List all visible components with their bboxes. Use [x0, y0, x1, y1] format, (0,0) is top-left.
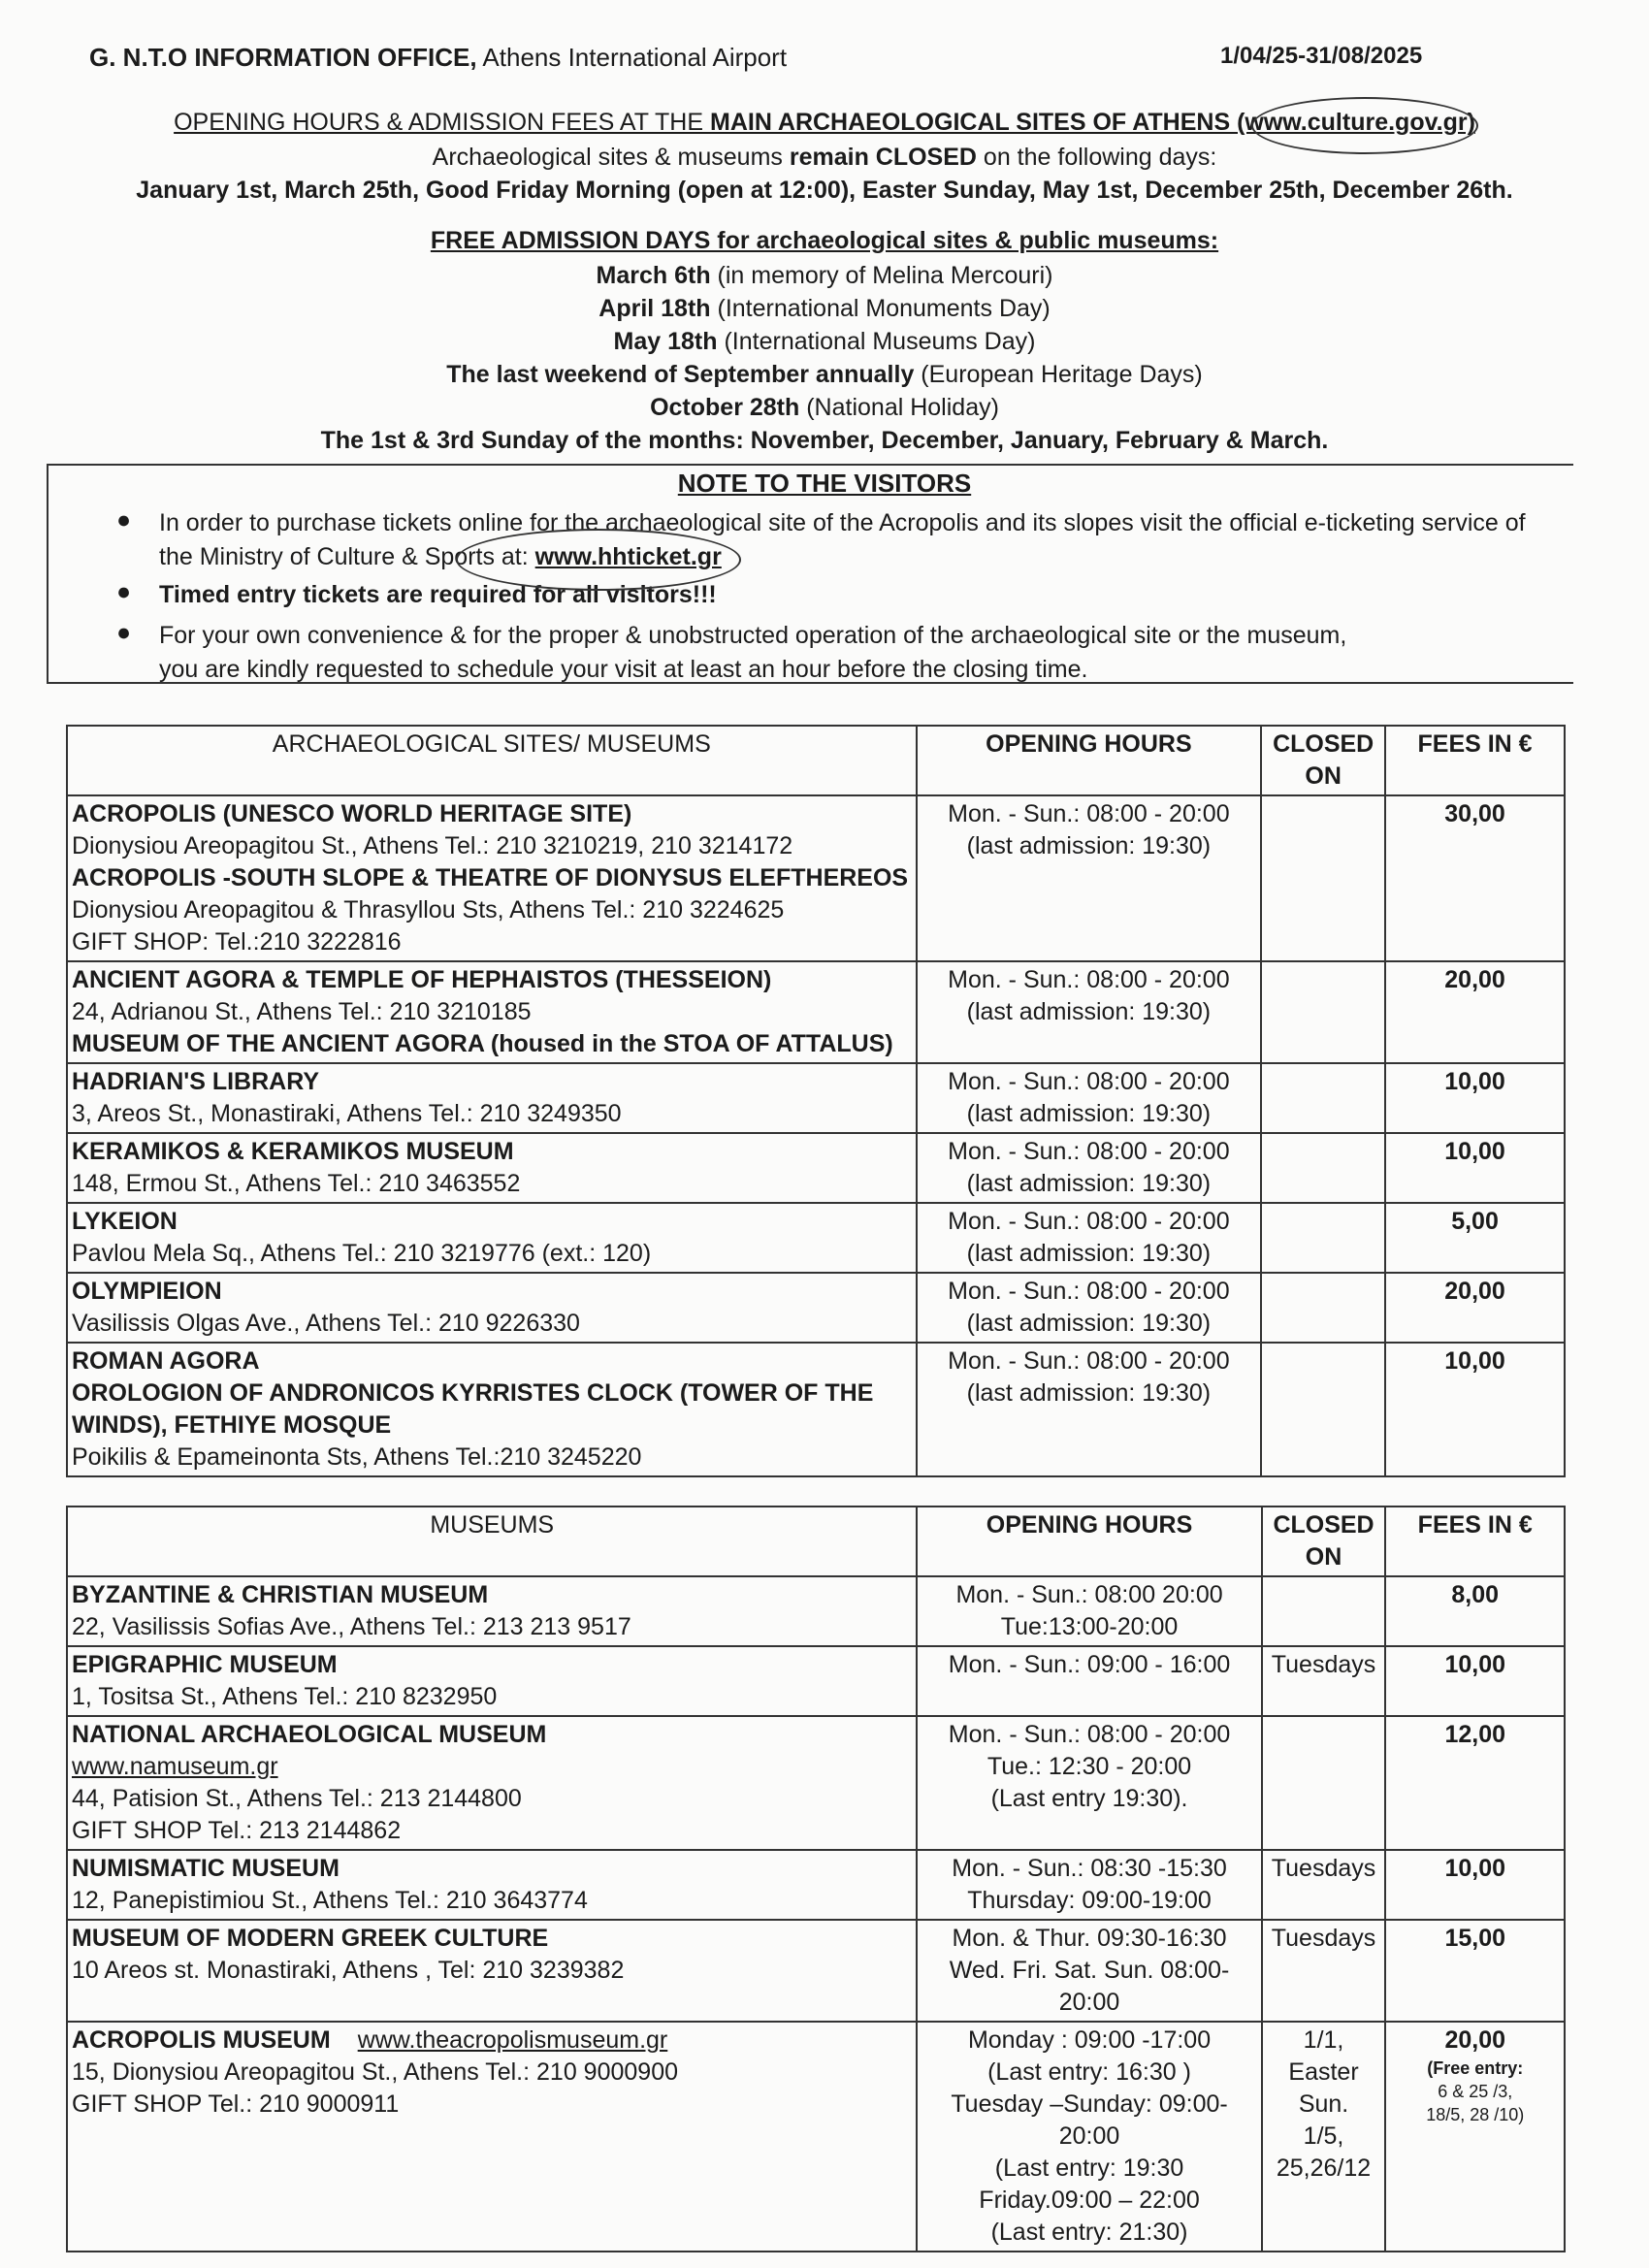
fee-value: 8,00 — [1451, 1581, 1500, 1608]
site-line-text: ACROPOLIS (UNESCO WORLD HERITAGE SITE) — [72, 800, 632, 827]
closed-line: 1/1, — [1303, 2026, 1344, 2054]
office-location: Athens International Airport — [476, 43, 788, 72]
fee-value: 20,00 — [1444, 966, 1505, 993]
hours-line: Monday : 09:00 -17:00 — [967, 2026, 1212, 2054]
opening-hours-cell — [917, 1646, 1261, 1716]
site-address — [72, 1238, 912, 1270]
site-line-text: Pavlou Mela Sq., Athens Tel.: 210 3219776 (ext.: 120) — [72, 1240, 652, 1267]
closed-line: Tuesdays — [1271, 1855, 1376, 1882]
note-ticketing — [159, 506, 1575, 574]
website-link[interactable]: www.theacropolismuseum.gr — [357, 2026, 668, 2054]
note-ticketing-line2: the Ministry of Culture & Sports at: — [159, 543, 535, 570]
free-day-item — [0, 361, 1649, 389]
fee-cell — [1385, 1920, 1565, 2022]
hours-line: Mon. - Sun.: 09:00 - 16:00 — [948, 1651, 1231, 1678]
site-address — [72, 1751, 912, 1783]
site-address — [72, 1783, 912, 1815]
closed-on-cell — [1262, 1716, 1386, 1850]
note-ticketing-line1: In order to purchase tickets online for the archaeological site of the Acropolis and its slopes visit the official e-ticketing service of — [159, 509, 1526, 536]
hours-line: Mon. - Sun.: 08:00 - 20:00 — [948, 966, 1230, 993]
free-day-note: (International Museums Day) — [717, 328, 1036, 355]
fee-value: 5,00 — [1451, 1208, 1499, 1235]
site-name — [72, 964, 912, 996]
site-cell — [67, 1716, 917, 1850]
site-cell — [67, 2022, 917, 2252]
closed-intro-b: remain CLOSED — [789, 144, 977, 171]
closed-on-cell — [1262, 1850, 1386, 1920]
closed-on-cell — [1262, 1576, 1386, 1646]
site-line-text: 148, Ermou St., Athens Tel.: 210 3463552 — [72, 1170, 521, 1197]
table-row — [67, 2022, 1565, 2252]
hours-line: (Last entry: 16:30 ) — [987, 2058, 1191, 2086]
note-timed-entry: Timed entry tickets are required for all visitors!!! — [159, 581, 717, 608]
table-row — [67, 1920, 1565, 2022]
hours-line: Mon. - Sun.: 08:00 - 20:00 — [948, 800, 1230, 827]
site-address — [72, 2089, 912, 2121]
table-row — [67, 1646, 1565, 1716]
fee-cell — [1385, 1273, 1565, 1343]
opening-hours-cell — [917, 795, 1262, 961]
site-line-text: Vasilissis Olgas Ave., Athens Tel.: 210 9226330 — [72, 1310, 580, 1337]
fee-cell — [1385, 795, 1565, 961]
site-line-text: GIFT SHOP: Tel.:210 3222816 — [72, 928, 402, 956]
site-line-text: MUSEUM OF THE ANCIENT AGORA (housed in the STOA OF ATTALUS) — [72, 1030, 893, 1057]
hours-line: Mon. - Sun.: 08:00 - 20:00 — [948, 1278, 1230, 1305]
hours-line: Mon. - Sun.: 08:00 - 20:00 — [948, 1721, 1231, 1748]
fee-value: 10,00 — [1444, 1347, 1505, 1375]
site-name — [72, 1853, 912, 1885]
column-header-closed: CLOSED ON — [1262, 1507, 1386, 1576]
fee-cell — [1385, 2022, 1565, 2252]
pen-circle-mark — [1251, 97, 1478, 154]
bullet-icon: ● — [116, 619, 132, 646]
closed-intro-a: Archaeological sites & museums — [432, 144, 790, 171]
site-cell — [67, 1273, 917, 1343]
opening-hours-cell — [917, 1203, 1262, 1273]
opening-hours-cell — [917, 1850, 1261, 1920]
site-line-text: LYKEION — [72, 1208, 178, 1235]
table-row — [67, 795, 1565, 961]
closed-on-cell — [1262, 1920, 1386, 2022]
fee-value: 10,00 — [1444, 1855, 1505, 1882]
site-address — [72, 1168, 912, 1200]
site-line-text: WINDS), FETHIYE MOSQUE — [72, 1411, 392, 1439]
fee-cell — [1385, 1646, 1565, 1716]
site-address — [72, 2057, 912, 2089]
fee-cell — [1385, 1716, 1565, 1850]
table-header-row — [67, 726, 1565, 795]
site-line-text: OROLOGION OF ANDRONICOS KYRRISTES CLOCK (TOWER OF THE — [72, 1379, 874, 1407]
site-name — [72, 1206, 912, 1238]
site-cell — [67, 961, 917, 1063]
hours-line: Mon. - Sun.: 08:00 - 20:00 — [948, 1208, 1230, 1235]
column-header-closed: CLOSED ON — [1261, 726, 1385, 795]
opening-hours-cell — [917, 1920, 1261, 2022]
note-top-rule — [47, 464, 1573, 466]
office-title — [89, 43, 787, 73]
site-line-text: BYZANTINE & CHRISTIAN MUSEUM — [72, 1581, 489, 1608]
column-header-fees: FEES IN € — [1385, 726, 1565, 795]
hours-line: Mon. - Sun.: 08:00 - 20:00 — [948, 1138, 1230, 1165]
site-cell — [67, 1920, 917, 2022]
site-name — [72, 1409, 912, 1442]
site-name — [72, 1066, 912, 1098]
heading-prefix: OPENING HOURS & ADMISSION FEES AT THE — [174, 109, 710, 136]
opening-hours-cell — [917, 1576, 1261, 1646]
site-line-text: 22, Vasilissis Sofias Ave., Athens Tel.: 213 213 9517 — [72, 1613, 631, 1640]
closed-on-cell — [1262, 2022, 1386, 2252]
table-row — [67, 1343, 1565, 1476]
fee-value: 10,00 — [1444, 1068, 1505, 1095]
site-cell — [67, 1646, 917, 1716]
fee-cell — [1385, 1850, 1565, 1920]
site-address — [72, 996, 912, 1028]
site-address — [72, 1611, 912, 1643]
bullet-icon: ● — [116, 506, 132, 534]
opening-hours-cell — [917, 1716, 1261, 1850]
hours-line: Mon. & Thur. 09:30-16:30 — [952, 1925, 1227, 1952]
table-row — [67, 1850, 1565, 1920]
site-line-text: 10 Areos st. Monastiraki, Athens , Tel: 210 3239382 — [72, 1957, 625, 1984]
free-day-item — [0, 262, 1649, 290]
table-row — [67, 1716, 1565, 1850]
free-day-date: March 6th — [596, 262, 711, 289]
website-link[interactable]: www.namuseum.gr — [72, 1753, 278, 1780]
free-day-note: (National Holiday) — [799, 394, 999, 421]
site-line-text: OLYMPIEION — [72, 1278, 222, 1305]
opening-hours-cell — [917, 1133, 1262, 1203]
opening-hours-cell — [917, 1343, 1262, 1476]
site-name — [72, 2025, 912, 2057]
column-header-name: MUSEUMS — [67, 1507, 917, 1576]
column-header-fees: FEES IN € — [1385, 1507, 1565, 1576]
free-day-item — [0, 427, 1649, 455]
table-row — [67, 1576, 1565, 1646]
closed-line: Easter Sun. — [1288, 2058, 1359, 2118]
hours-line: (Last entry: 21:30) — [990, 2219, 1188, 2246]
fee-value: 10,00 — [1444, 1138, 1505, 1165]
site-cell — [67, 1343, 917, 1476]
hours-line: (last admission: 19:30) — [966, 1240, 1212, 1267]
closed-on-cell — [1261, 795, 1385, 961]
opening-hours-cell — [917, 1273, 1262, 1343]
site-line-text: NUMISMATIC MUSEUM — [72, 1855, 340, 1882]
column-header-hours: OPENING HOURS — [917, 1507, 1261, 1576]
site-line-text: NATIONAL ARCHAEOLOGICAL MUSEUM — [72, 1721, 547, 1748]
note-convenience-line1: For your own convenience & for the proper & unobstructed operation of the archaeological site or the museum, — [159, 622, 1347, 649]
free-day-item — [0, 295, 1649, 323]
site-line-text: 1, Tositsa St., Athens Tel.: 210 8232950 — [72, 1683, 498, 1710]
site-line-text: 15, Dionysiou Areopagitou St., Athens Tel.: 210 9000900 — [72, 2058, 678, 2086]
site-name — [72, 1649, 912, 1681]
closed-on-cell — [1261, 1203, 1385, 1273]
site-line-text: 12, Panepistimiou St., Athens Tel.: 210 3643774 — [72, 1887, 588, 1914]
site-address — [72, 926, 912, 958]
hhticket-link[interactable]: www.hhticket.gr — [534, 543, 722, 570]
note-title: NOTE TO THE VISITORS — [677, 469, 972, 498]
note-convenience-line2: you are kindly requested to schedule your visit at least an hour before the closing time. — [159, 656, 1088, 683]
closed-days: January 1st, March 25th, Good Friday Morning (open at 12:00), Easter Sunday, May 1st, December 25th, December 26th. — [136, 177, 1513, 204]
site-address — [72, 1308, 912, 1340]
site-address — [72, 1885, 912, 1917]
bullet-icon: ● — [116, 578, 132, 605]
free-day-date: October 28th — [650, 394, 800, 421]
site-name — [72, 798, 912, 830]
fee-value: 30,00 — [1444, 800, 1505, 827]
hours-line: Mon. - Sun.: 08:00 20:00 — [955, 1581, 1223, 1608]
site-address — [72, 1815, 912, 1847]
fee-note: 6 & 25 /3, — [1438, 2082, 1513, 2101]
fee-cell — [1385, 1133, 1565, 1203]
column-header-name: ARCHAEOLOGICAL SITES/ MUSEUMS — [67, 726, 917, 795]
fee-value: 12,00 — [1444, 1721, 1505, 1748]
hours-line: (last admission: 19:30) — [966, 1170, 1212, 1197]
hours-line: Tuesday –Sunday: 09:00-20:00 — [951, 2090, 1228, 2150]
hours-line: (last admission: 19:30) — [966, 1310, 1212, 1337]
site-cell — [67, 1203, 917, 1273]
site-address — [72, 894, 912, 926]
site-line-text: Dionysiou Areopagitou St., Athens Tel.: 210 3210219, 210 3214172 — [72, 832, 793, 859]
free-day-item — [0, 328, 1649, 356]
hours-line: Tue:13:00-20:00 — [1000, 1613, 1179, 1640]
closed-line: 1/5, — [1303, 2122, 1344, 2150]
site-name — [72, 1136, 912, 1168]
fee-value: 15,00 — [1444, 1925, 1505, 1952]
site-line-text: GIFT SHOP Tel.: 213 2144862 — [72, 1817, 402, 1844]
fee-note: (Free entry: — [1427, 2058, 1524, 2078]
site-address — [72, 1442, 912, 1474]
fee-cell — [1385, 1576, 1565, 1646]
free-day-date: May 18th — [613, 328, 718, 355]
site-cell — [67, 1850, 917, 1920]
free-admission-title: FREE ADMISSION DAYS for archaeological sites & public museums: — [430, 227, 1219, 254]
fee-cell — [1385, 1063, 1565, 1133]
validity-period: 1/04/25-31/08/2025 — [1220, 43, 1423, 69]
site-line-text: 44, Patision St., Athens Tel.: 213 2144800 — [72, 1785, 522, 1812]
closed-intro-c: on the following days: — [976, 144, 1217, 171]
closed-on-cell — [1261, 1063, 1385, 1133]
hours-line: Tue.: 12:30 - 20:00 — [986, 1753, 1192, 1780]
opening-hours-cell — [917, 961, 1262, 1063]
table-row — [67, 961, 1565, 1063]
closed-on-cell — [1261, 1343, 1385, 1476]
site-line-text: MUSEUM OF MODERN GREEK CULTURE — [72, 1925, 549, 1952]
hours-line: (last admission: 19:30) — [966, 1379, 1212, 1407]
site-name — [72, 1345, 912, 1377]
site-line-text: 3, Areos St., Monastiraki, Athens Tel.: 210 3249350 — [72, 1100, 622, 1127]
closed-line: 25,26/12 — [1276, 2155, 1372, 2182]
free-day-note: (in memory of Melina Mercouri) — [710, 262, 1053, 289]
site-address — [72, 830, 912, 862]
site-name — [72, 1276, 912, 1308]
fee-value: 20,00 — [1444, 1278, 1505, 1305]
table-row — [67, 1203, 1565, 1273]
site-line-text: ACROPOLIS MUSEUM — [72, 2026, 331, 2054]
hours-line: Wed. Fri. Sat. Sun. 08:00-20:00 — [949, 1957, 1230, 2016]
site-address — [72, 1955, 912, 1987]
free-day-item — [0, 394, 1649, 422]
table-header-row — [67, 1507, 1565, 1576]
table-row — [67, 1063, 1565, 1133]
site-cell — [67, 1063, 917, 1133]
site-line-text: GIFT SHOP Tel.: 210 9000911 — [72, 2090, 400, 2118]
closed-line: Tuesdays — [1271, 1651, 1376, 1678]
site-line-text: Dionysiou Areopagitou & Thrasyllou Sts, Athens Tel.: 210 3224625 — [72, 896, 785, 923]
site-line-text: Poikilis & Epameinonta Sts, Athens Tel.:210 3245220 — [72, 1443, 642, 1471]
site-line-text: ROMAN AGORA — [72, 1347, 260, 1375]
fee-cell — [1385, 1203, 1565, 1273]
site-line-text: ACROPOLIS -SOUTH SLOPE & THEATRE OF DIONYSUS ELEFTHEREOS — [72, 864, 909, 891]
opening-hours-cell — [917, 2022, 1261, 2252]
heading-main: MAIN ARCHAEOLOGICAL SITES OF ATHENS (www.culture.gov.gr) — [710, 109, 1475, 136]
hours-line: Mon. - Sun.: 08:30 -15:30 — [952, 1855, 1227, 1882]
hours-line: (Last entry 19:30). — [990, 1785, 1188, 1812]
opening-hours-cell — [917, 1063, 1262, 1133]
site-cell — [67, 1576, 917, 1646]
site-line-text: ANCIENT AGORA & TEMPLE OF HEPHAISTOS (THESSEION) — [72, 966, 772, 993]
fee-note: 18/5, 28 /10) — [1426, 2105, 1525, 2124]
hours-line: Mon. - Sun.: 08:00 - 20:00 — [948, 1068, 1230, 1095]
hours-line: Friday.09:00 – 22:00 — [979, 2187, 1200, 2214]
free-day-note: (European Heritage Days) — [914, 361, 1203, 388]
site-line-text: KERAMIKOS & KERAMIKOS MUSEUM — [72, 1138, 514, 1165]
free-day-date: The last weekend of September annually — [446, 361, 915, 388]
closed-on-cell — [1261, 1273, 1385, 1343]
site-name — [72, 1028, 912, 1060]
site-address — [72, 1098, 912, 1130]
site-name — [72, 1719, 912, 1751]
museums-table — [66, 1506, 1566, 2252]
site-line-text: EPIGRAPHIC MUSEUM — [72, 1651, 338, 1678]
table-row — [67, 1273, 1565, 1343]
site-name — [72, 862, 912, 894]
fee-cell — [1385, 961, 1565, 1063]
note-convenience — [159, 619, 1575, 687]
site-name — [72, 1923, 912, 1955]
column-header-hours: OPENING HOURS — [917, 726, 1262, 795]
hours-line: (last admission: 19:30) — [966, 998, 1212, 1025]
site-cell — [67, 1133, 917, 1203]
archaeological-sites-table — [66, 725, 1566, 1477]
hours-line: Thursday: 09:00-19:00 — [967, 1887, 1212, 1914]
hours-line: Mon. - Sun.: 08:00 - 20:00 — [948, 1347, 1230, 1375]
office-name: G. N.T.O INFORMATION OFFICE, — [89, 43, 477, 72]
closed-on-cell — [1261, 1133, 1385, 1203]
site-line-text: HADRIAN'S LIBRARY — [72, 1068, 320, 1095]
hours-line: (last admission: 19:30) — [966, 832, 1212, 859]
closed-on-cell — [1262, 1646, 1386, 1716]
pen-circle-mark — [456, 529, 741, 591]
free-day-date: April 18th — [598, 295, 711, 322]
fee-value: 20,00 — [1444, 2026, 1505, 2054]
fee-cell — [1385, 1343, 1565, 1476]
closed-on-cell — [1261, 961, 1385, 1063]
hours-line: (last admission: 19:30) — [966, 1100, 1212, 1127]
site-address — [72, 1681, 912, 1713]
site-name — [72, 1377, 912, 1409]
site-cell — [67, 795, 917, 961]
free-day-note: (International Monuments Day) — [710, 295, 1051, 322]
hours-line: (Last entry: 19:30 — [994, 2155, 1184, 2182]
table-row — [67, 1133, 1565, 1203]
free-day-date: The 1st & 3rd Sunday of the months: November, December, January, February & March. — [320, 427, 1329, 454]
fee-value: 10,00 — [1444, 1651, 1505, 1678]
closed-line: Tuesdays — [1271, 1925, 1376, 1952]
site-name — [72, 1579, 912, 1611]
site-line-text: 24, Adrianou St., Athens Tel.: 210 3210185 — [72, 998, 532, 1025]
